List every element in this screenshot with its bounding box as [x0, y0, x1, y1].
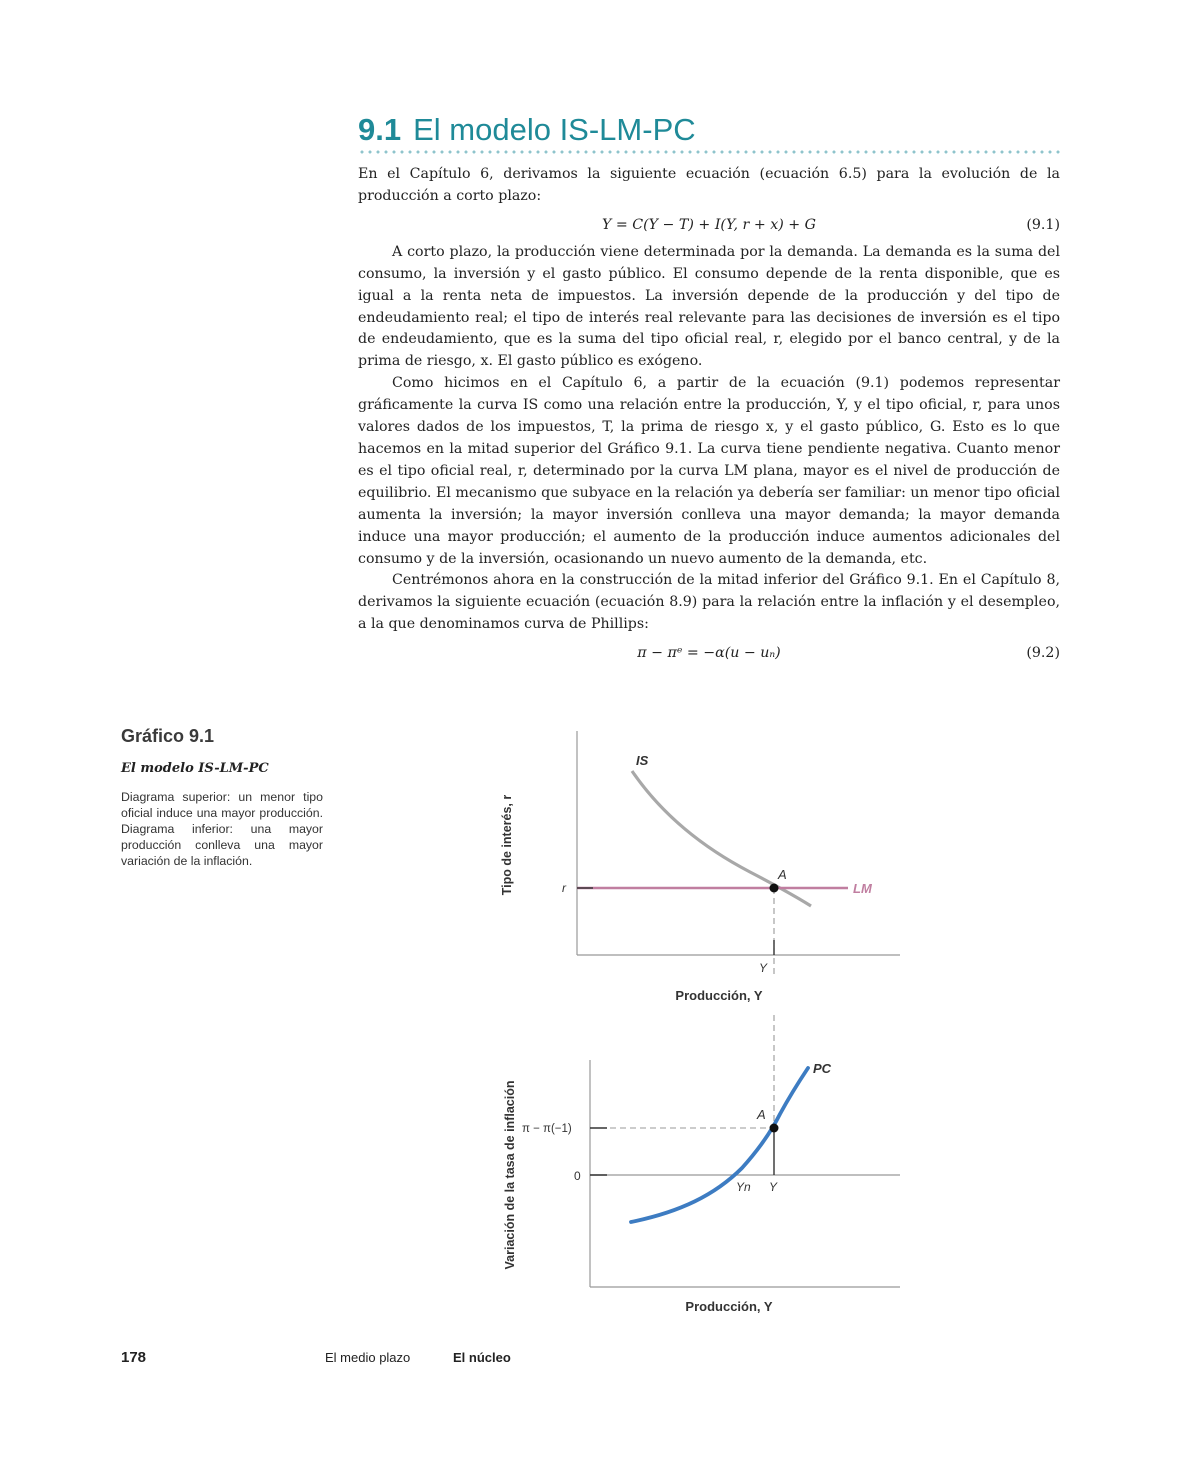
equation-expression: π − πᵉ = −α(u − uₙ): [637, 645, 781, 662]
bottom-diagram: [503, 1015, 900, 1314]
is-label: IS: [636, 753, 649, 768]
equation-number: (9.2): [1026, 645, 1060, 662]
bottom-x-label: Producción, Y: [685, 1299, 773, 1314]
page-number: 178: [121, 1349, 147, 1366]
figure-caption: Diagrama superior: un menor tipo oficial induce una mayor producción. Diagrama inferior: una mayor producción conlleva una mayor variación de la inflación.: [121, 790, 323, 868]
figure-title: Gráfico 9.1: [121, 726, 215, 746]
top-x-label: Producción, Y: [675, 988, 763, 1003]
footer-core: El núcleo: [453, 1350, 511, 1365]
top-y-label: Tipo de interés, r: [500, 794, 514, 896]
paragraph-2: A corto plazo, la producción viene determinada por la demanda. La demanda es la suma del consumo, la inversión y el gasto público. El consumo depende de la renta disponible, que es igual a la renta neta de impuestos. La inversión depende de la producción y del tipo de endeudamiento real; el tipo de interés real relevante para las decisiones de inversión es el tipo de endeudamiento, que es la suma del tipo oficial real, r, elegido por el banco central, y de la prima de riesgo, x. El gasto público es exógeno.: [358, 243, 1060, 370]
pc-label: PC: [813, 1061, 832, 1076]
paragraph-1: En el Capítulo 6, derivamos la siguiente ecuación (ecuación 6.5) para la evolución de la producción a corto plazo:: [358, 166, 1060, 204]
point-a-label: A: [757, 1107, 766, 1122]
bottom-y-label: Variación de la tasa de inflación: [503, 1080, 517, 1270]
is-curve: [632, 771, 811, 906]
figure-subtitle: El modelo IS-LM-PC: [121, 761, 269, 776]
zero-tick-label: 0: [574, 1169, 581, 1183]
equilibrium-point-a: [770, 1124, 779, 1133]
pc-curve: [631, 1068, 808, 1222]
y-tick-label: Y: [759, 961, 768, 975]
paragraph-4: Centrémonos ahora en la construcción de la mitad inferior del Gráfico 9.1. En el Capítulo 8, derivamos la siguiente ecuación (ecuación 8.9) para la relación entre la inflación y el desempleo, a la que denominamos curva de Phillips:: [358, 572, 1060, 633]
top-diagram: [500, 731, 900, 1003]
section-title: El modelo IS-LM-PC: [413, 112, 696, 147]
section-number: 9.1: [358, 112, 402, 147]
equation-expression: Y = C(Y − T) + I(Y, r + x) + G: [601, 216, 816, 233]
footer-part: El medio plazo: [325, 1350, 411, 1365]
point-a-label: A: [778, 867, 787, 882]
yn-tick-label: Yn: [736, 1180, 751, 1194]
equation-number: (9.1): [1026, 216, 1060, 233]
lm-label: LM: [853, 881, 872, 896]
inflation-tick-label: π − π(−1): [522, 1123, 572, 1135]
r-tick-label: r: [562, 881, 566, 895]
y-tick-label: Y: [769, 1180, 778, 1194]
equilibrium-point-a: [770, 884, 779, 893]
paragraph-3: Como hicimos en el Capítulo 6, a partir de la ecuación (9.1) podemos representar gráficamente la curva IS como una relación entre la producción, Y, y el tipo oficial, r, para unos valores dados de los impuestos, T, la prima de riesgo x, y el gasto público, G. Esto es lo que hacemos en la mitad superior del Gráfico 9.1. La curva tiene pendiente negativa. Cuanto menor es el tipo oficial real, r, determinado por la curva LM plana, mayor es el nivel de producción de equilibrio. El mecanismo que subyace en la relación ya debería ser familiar: un menor tipo oficial aumenta la inversión; la mayor inversión conlleva una mayor demanda; la mayor demanda induce una mayor producción; el aumento de la producción induce aumentos adicionales del consumo y de la inversión, ocasionando un nuevo aumento de la demanda, etc.: [358, 375, 1060, 567]
